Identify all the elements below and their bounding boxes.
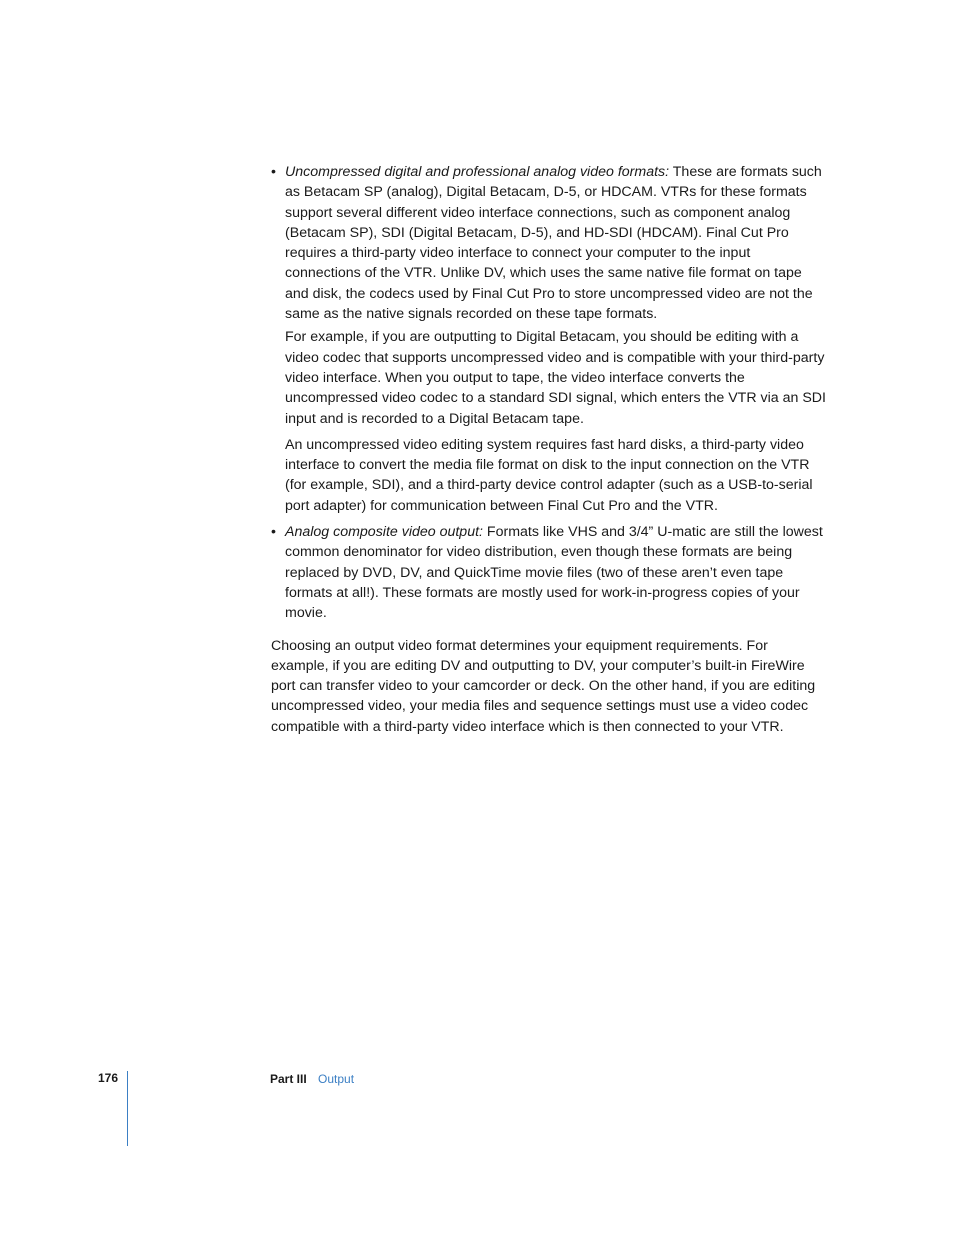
bullet-item-analog-composite: [271, 522, 827, 623]
bullet-lead: Analog composite video output:: [285, 524, 483, 541]
bullet-sub-paragraph: An uncompressed video editing system requires fast hard disks, a third-party video interface to convert the media file format on disk to the input connection on the VTR (for example, SDI), and a third-party device control adapter (such as a USB-to-serial port adapter) for communication between Final Cut Pro and the VTR.: [285, 436, 813, 514]
bullet-text: These are formats such as Betacam SP (analog), Digital Betacam, D-5, or HDCAM. VTRs for these formats support several different video interface connections, such as component analog (Betacam SP), SDI (Digital Betacam, D-5), and HD-SDI (HDCAM). Final Cut Pro requires a third-party video interface to connect your computer to the input connections of the VTR. Unlike DV, which uses the same native file format on tape and disk, the codecs used by Final Cut Pro to store uncompressed video are not the same as the native signals recorded on these tape formats.: [285, 164, 822, 323]
bullet-paragraph: [285, 522, 827, 623]
bullet-paragraph: [285, 162, 827, 324]
bullet-marker: •: [271, 524, 276, 541]
closing-paragraph: Choosing an output video format determines your equipment requirements. For example, if you are editing DV and outputting to DV, your computer’s built-in FireWire port can transfer video to your camcorder or deck. On the other hand, if you are editing uncompressed video, your media files and sequence settings must use a video codec compatible with a third-party video interface which is then connected to your VTR.: [271, 637, 816, 735]
bullet-sub-paragraph: For example, if you are outputting to Digital Betacam, you should be editing with a video codec that supports uncompressed video and is compatible with your third-party video interface. When you output to tape, the video interface converts the uncompressed video codec to a standard SDI signal, which enters the VTR via an SDI input and is recorded to a Digital Betacam tape.: [285, 329, 826, 427]
page-body: [271, 162, 827, 737]
bullet-lead: Uncompressed digital and professional analog video formats:: [285, 164, 670, 180]
footer-part-label: Part III: [270, 1072, 307, 1086]
footer-divider: [127, 1071, 128, 1146]
bullet-marker: •: [271, 164, 276, 180]
page-number: 176: [98, 1071, 119, 1085]
footer-section-link[interactable]: Output: [318, 1072, 355, 1086]
bullet-item-uncompressed-formats: [271, 162, 827, 516]
bullet-text: Formats like VHS and 3/4” U-matic are still the lowest common denominator for video distribution, even though these formats are being replaced by DVD, DV, and QuickTime movie files (two of these aren’t even tape formats at all!). These formats are mostly used for work-in-progress copies of your movie.: [285, 524, 823, 622]
